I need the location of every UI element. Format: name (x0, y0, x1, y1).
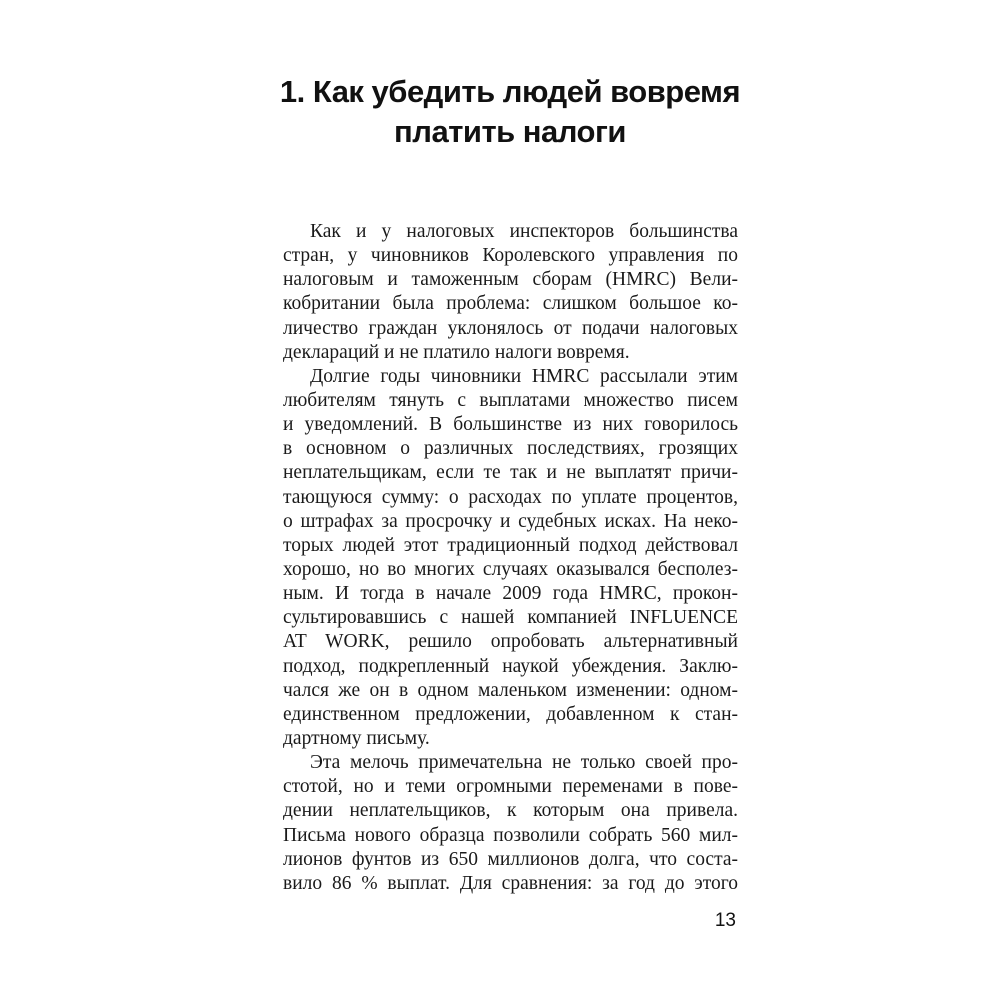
text-line: кобритании была проблема: слишком большое ко- (283, 293, 738, 315)
paragraph-3 (283, 751, 738, 896)
text-line: AT WORK, решило опробовать альтернативный (283, 631, 738, 653)
text-line: Как и у налоговых инспекторов большинства (310, 221, 738, 242)
text-line: о штрафах за просрочку и судебных исках. На неко- (283, 510, 738, 532)
text-line: ным. И тогда в начале 2009 года HMRC, прокон- (283, 583, 738, 605)
text-line: дении неплательщиков, к которым она привела. (283, 800, 738, 822)
text-line: единственном предложении, добавленном к стан- (283, 703, 738, 725)
page-number: 13 (714, 910, 736, 931)
text-line: стотой, но и теми огромными переменами в пове- (283, 776, 738, 798)
chapter-title (200, 72, 820, 152)
text-line: стран, у чиновников Королевского управления по (283, 245, 738, 267)
text-line: налоговым и таможенным сборам (HMRC) Вели- (283, 269, 738, 291)
text-line: лионов фунтов из 650 миллионов долга, что соста- (283, 848, 738, 870)
text-line: подход, подкрепленный наукой убеждения. Заклю- (283, 655, 738, 677)
text-line: сультировавшись с нашей компанией INFLUENCE (283, 607, 738, 629)
text-line: Эта мелочь примечательна не только своей про- (310, 752, 738, 774)
text-line: личество граждан уклонялось от подачи налоговых (283, 317, 738, 339)
text-line: любителям тянуть с выплатами множество писем (283, 389, 738, 411)
text-line: вило 86 % выплат. Для сравнения: за год до этого (283, 872, 738, 894)
text-line: Письма нового образца позволили собрать 560 мил- (283, 824, 738, 846)
text-line: неплательщикам, если те так и не выплатят причи- (283, 462, 738, 484)
text-line: деклараций и не платило налоги вовремя. (283, 341, 630, 363)
text-line: в основном о различных последствиях, грозящих (283, 438, 738, 460)
body-text (283, 220, 738, 896)
text-line: тающуюся сумму: о расходах по уплате процентов, (283, 486, 738, 508)
text-line: дартному письму. (283, 727, 430, 749)
chapter-title-line-1: 1. Как убедить людей вовремя (279, 74, 741, 109)
paragraph-2 (283, 365, 738, 751)
text-line: хорошо, но во многих случаях оказывался бесполез- (283, 558, 738, 580)
text-line: Долгие годы чиновники HMRC рассылали этим (310, 365, 738, 387)
text-line: чался же он в одном маленьком изменении: одном- (283, 679, 738, 701)
text-line: и уведомлений. В большинстве из них говорилось (283, 414, 738, 436)
chapter-title-line-2: платить налоги (394, 114, 626, 149)
paragraph-1 (283, 220, 738, 365)
text-line: торых людей этот традиционный подход действовал (283, 534, 738, 556)
